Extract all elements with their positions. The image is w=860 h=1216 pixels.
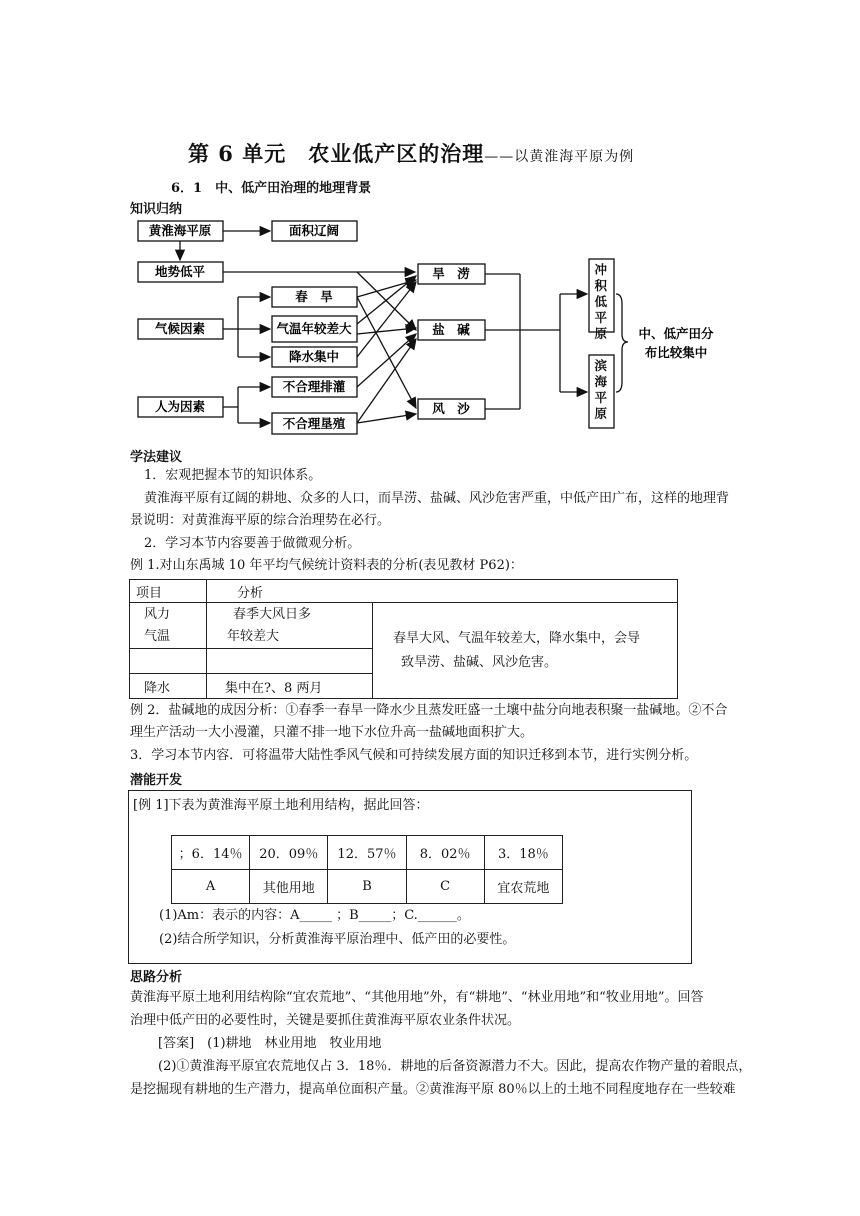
label-cell: 其他用地 bbox=[250, 870, 328, 904]
box-terrain: 地势低平 bbox=[154, 264, 206, 279]
item-temp: 气温 bbox=[144, 628, 171, 644]
table-cell-item bbox=[130, 603, 207, 649]
percent-cell: 8．02％ bbox=[406, 836, 484, 870]
answer-2b: 是挖掘现有耕地的生产潜力，提高单位面积产量。②黄淮海平原 80％以上的土地不同程度地存在一些较难 bbox=[130, 1082, 736, 1097]
label-cell: B bbox=[328, 870, 406, 904]
question-2: (2)结合所学知识，分析黄淮海平原治理中、低产田的必要性。 bbox=[159, 932, 516, 947]
table-row bbox=[172, 870, 563, 904]
label-cell: A bbox=[172, 870, 250, 904]
box-coastal: 滨海平原 bbox=[594, 358, 608, 421]
study-p3: 2．学习本节内容要善于做微观分析。 bbox=[144, 536, 361, 551]
study-p2a: 黄淮海平原有辽阔的耕地、众多的人口，而旱涝、盐碱、风沙危害严重，中低产田广布，这样的地理背 bbox=[144, 491, 730, 506]
percent-cell: ；6．14％ bbox=[172, 836, 250, 870]
box-drought-flood: 旱 涝 bbox=[432, 266, 470, 281]
value-wind: 春季大风日多 bbox=[233, 606, 312, 622]
box-temp-range: 气温年较差大 bbox=[276, 321, 352, 336]
box-reclaim: 不合理垦殖 bbox=[282, 416, 346, 431]
land-use-table bbox=[171, 835, 563, 904]
box-irrigation: 不合理排灌 bbox=[282, 379, 346, 394]
study-p4: 3．学习本节内容．可将温带大陆性季风气候和可持续发展方面的知识迁移到本节，进行实例分析。 bbox=[130, 748, 698, 763]
table-row bbox=[130, 580, 678, 603]
study-heading: 学法建议 bbox=[130, 450, 183, 465]
title-main: 第 6 单元 农业低产区的治理 bbox=[188, 141, 485, 166]
table-conclusion bbox=[373, 603, 678, 699]
section-title: 6．1 中、低产田治理的地理背景 bbox=[171, 181, 372, 196]
example-box bbox=[128, 790, 692, 964]
value-precip: 集中在?、8 两月 bbox=[207, 674, 373, 699]
box-climate: 气候因素 bbox=[154, 321, 206, 336]
table-row bbox=[130, 603, 678, 649]
percent-cell: 3．18％ bbox=[484, 836, 562, 870]
table-header-item: 项目 bbox=[130, 580, 207, 603]
percent-cell: 20．09％ bbox=[250, 836, 328, 870]
label-cell: 宜农荒地 bbox=[484, 870, 562, 904]
item-wind: 风力 bbox=[144, 606, 171, 622]
box-spring-drought: 春 旱 bbox=[295, 289, 333, 304]
answer-2a: (2)①黄淮海平原宜农荒地仅占 3．18％．耕地的后备资源潜力不大。因此，提高农作物产量的着眼点， bbox=[158, 1059, 752, 1074]
box-sand: 风 沙 bbox=[432, 401, 470, 416]
item-precip: 降水 bbox=[130, 674, 207, 699]
table-row bbox=[172, 836, 563, 870]
study-p2b: 景说明：对黄淮海平原的综合治理势在必行。 bbox=[130, 513, 391, 528]
example-2a: 例 2．盐碱地的成因分析：①春季一春旱一降水少且蒸发旺盛一土壤中盐分向地表积聚一盐碱地。②不合 bbox=[130, 703, 728, 718]
table-cell-empty bbox=[130, 649, 207, 674]
value-temp: 年较差大 bbox=[227, 628, 280, 644]
example-1: 例 1.对山东禹城 10 年平均气候统计资料表的分析(表见教材 P62)： bbox=[130, 558, 523, 573]
box-human: 人为因素 bbox=[154, 399, 206, 414]
box-huanghuaihai: 黄淮海平原 bbox=[148, 223, 212, 238]
example-intro: [例 1]下表为黄淮海平原土地利用结构，据此回答： bbox=[133, 798, 429, 813]
table-cell-empty bbox=[207, 649, 373, 674]
box-precip: 降水集中 bbox=[288, 349, 340, 364]
climate-table bbox=[129, 579, 678, 699]
box-area: 面积辽阔 bbox=[288, 223, 340, 238]
knowledge-diagram bbox=[128, 214, 720, 442]
table-header-analysis: 分析 bbox=[207, 580, 678, 603]
title-sub: ——以黄淮海平原为例 bbox=[484, 149, 635, 165]
analysis-heading: 思路分析 bbox=[130, 970, 183, 985]
conclusion-b: 致旱涝、盐碱、风沙危害。 bbox=[401, 654, 558, 670]
result-line1: 中、低产田分 bbox=[638, 326, 714, 341]
answer-1: [答案] (1)耕地 林业用地 牧业用地 bbox=[158, 1036, 382, 1051]
conclusion-a: 春旱大风、气温年较差大，降水集中，会导 bbox=[393, 630, 641, 646]
label-cell: C bbox=[406, 870, 484, 904]
table-cell-value bbox=[207, 603, 373, 649]
result-line2: 布比较集中 bbox=[644, 345, 708, 360]
analysis-p1a: 黄淮海平原土地利用结构除“宜农荒地”、“其他用地”外，有“耕地”、“林业用地”和“牧业用地”。回答 bbox=[130, 990, 704, 1005]
percent-cell: 12．57％ bbox=[328, 836, 406, 870]
box-saline: 盐 碱 bbox=[432, 322, 470, 337]
study-p1: 1．宏观把握本节的知识体系。 bbox=[144, 468, 322, 483]
knowledge-heading: 知识归纳 bbox=[130, 202, 183, 217]
potential-heading: 潜能开发 bbox=[130, 773, 183, 788]
box-alluvial: 冲积低平原 bbox=[594, 262, 608, 341]
page-title bbox=[188, 138, 634, 168]
analysis-p1b: 治理中低产田的必要性时，关键是要抓住黄淮海平原农业条件状况。 bbox=[130, 1013, 521, 1028]
question-1: (1)Am：表示的内容：A_____ ；B_____；C.______。 bbox=[159, 908, 470, 923]
example-2b: 理生产活动一大小漫灌，只灌不排一地下水位升高一盐碱地面积扩大。 bbox=[130, 725, 534, 740]
